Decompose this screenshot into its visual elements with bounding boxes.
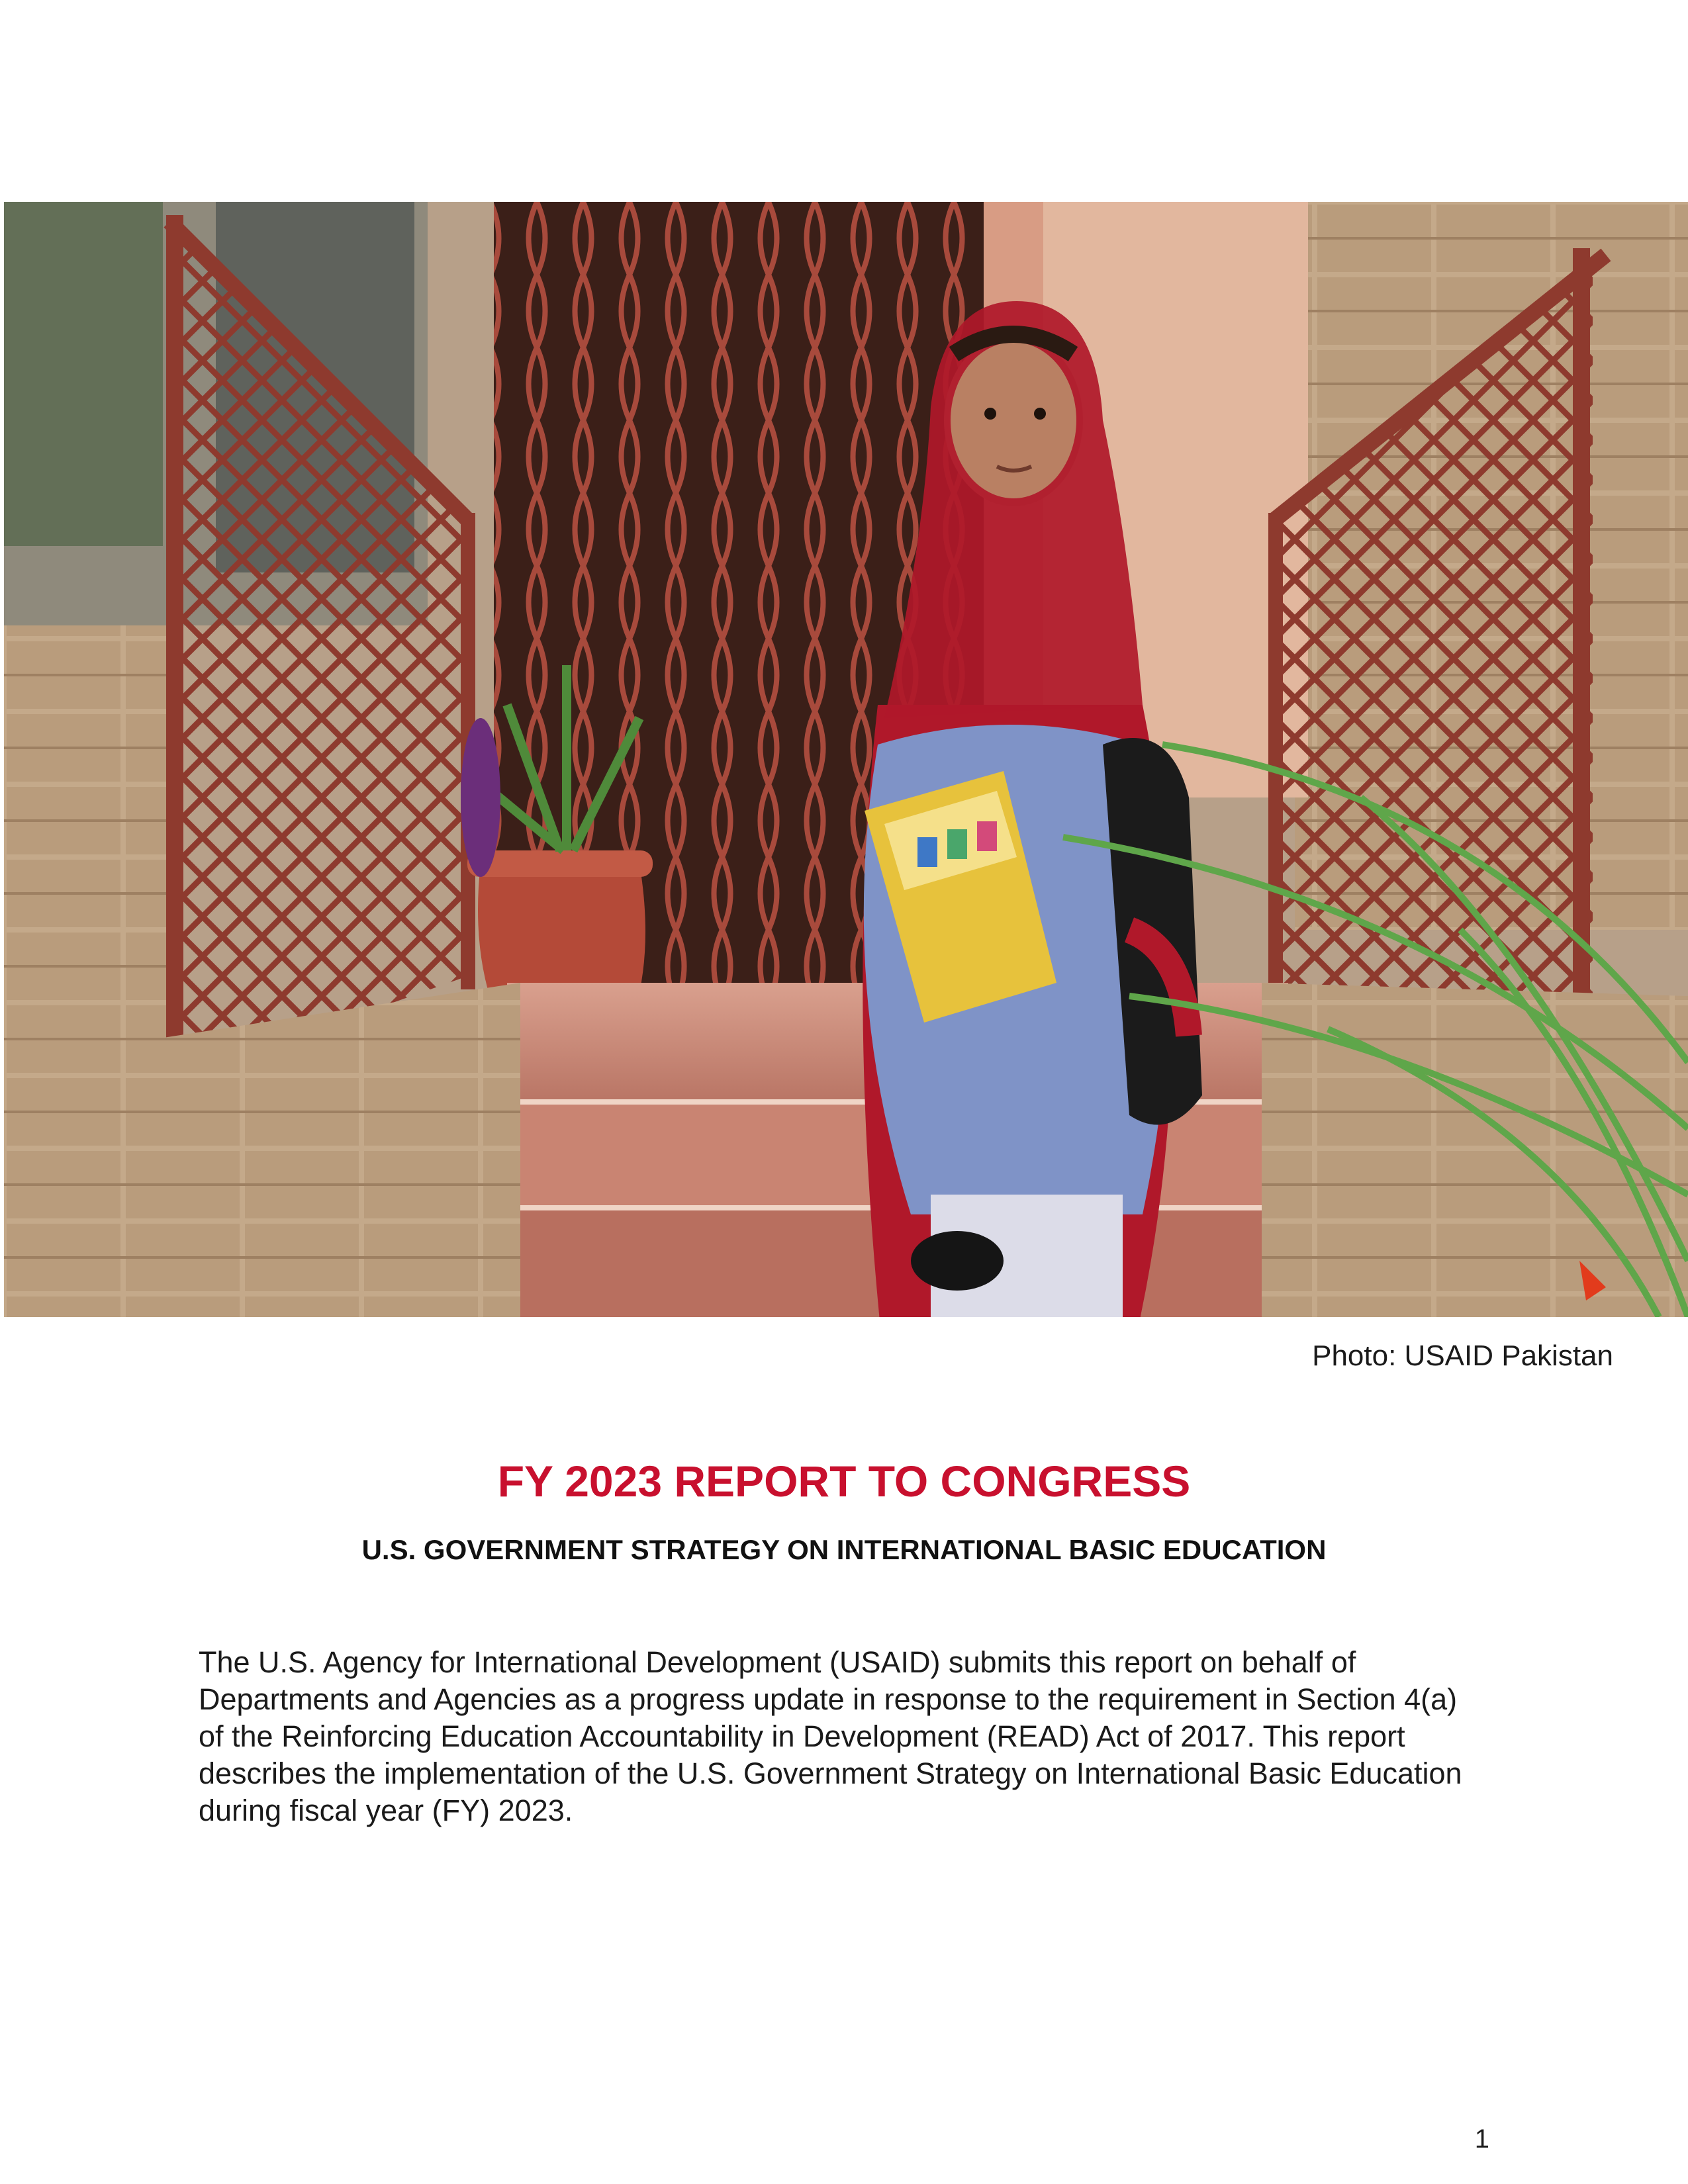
intro-line: Departments and Agencies as a progress update in response to the requirement in Section 4(a): [199, 1682, 1458, 1716]
intro-line: The U.S. Agency for International Development (USAID) submits this report on behalf of: [199, 1645, 1356, 1679]
photo-image: [4, 202, 1688, 1317]
photo-caption: Photo: USAID Pakistan: [1312, 1340, 1613, 1372]
intro-line: of the Reinforcing Education Accountability in Development (READ) Act of 2017. This report: [199, 1719, 1405, 1753]
report-title: FY 2023 REPORT TO CONGRESS: [497, 1457, 1191, 1506]
cover-photo: [4, 202, 1688, 1317]
report-subtitle: U.S. GOVERNMENT STRATEGY ON INTERNATIONAL BASIC EDUCATION: [361, 1534, 1327, 1565]
intro-line: during fiscal year (FY) 2023.: [199, 1794, 573, 1827]
intro-line: describes the implementation of the U.S. Government Strategy on International Basic Education: [199, 1756, 1462, 1790]
page-number: 1: [1474, 2124, 1489, 2154]
intro-paragraph: [199, 1644, 1523, 1829]
